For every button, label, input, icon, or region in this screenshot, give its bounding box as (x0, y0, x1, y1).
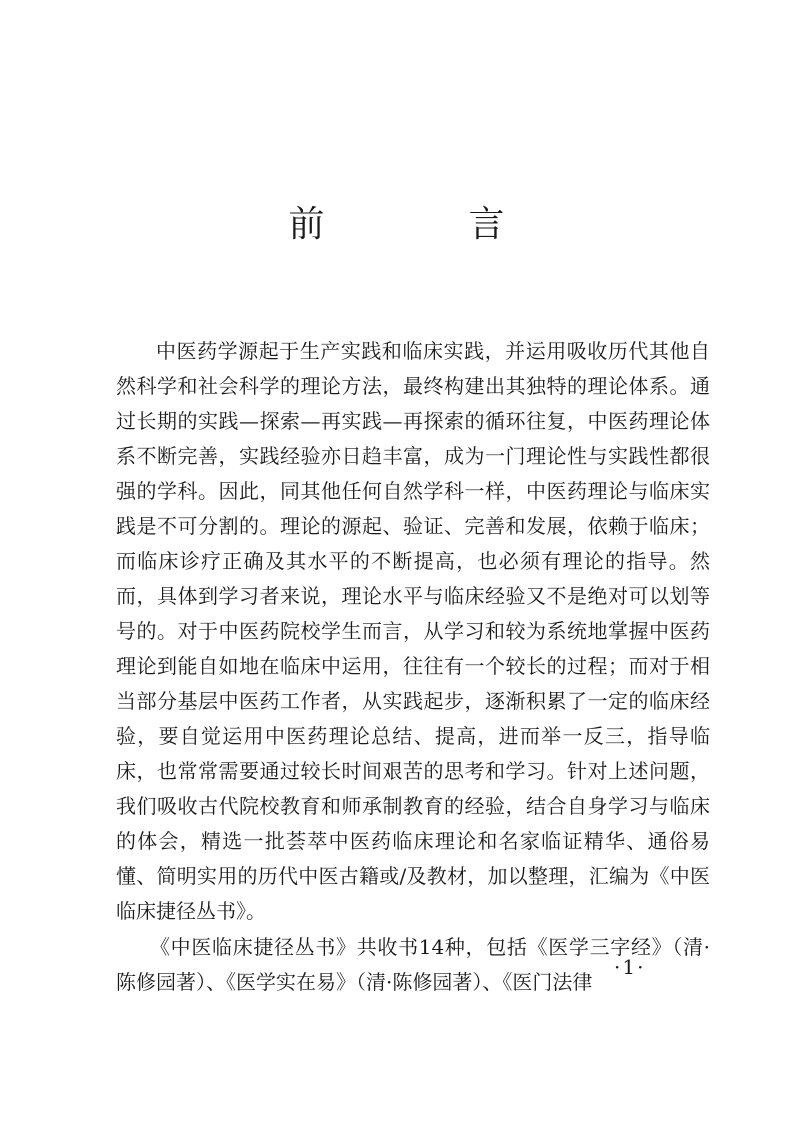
body-text (116, 334, 710, 1000)
page-number: ·1· (614, 955, 646, 979)
paragraph: 中医药学源起于生产实践和临床实践，并运用吸收历代其他自然科学和社会科学的理论方法，最终构建出其独特的理论体系。通过长期的实践—探索—再实践—再探索的循环往复，中医药理论体系不断完善，实践经验亦日趋丰富，成为一门理论性与实践性都很强的学科。因此，同其他任何自然学科一样，中医药理论与临床实践是不可分割的。理论的源起、验证、完善和发展，依赖于临床；而临床诊疗正确及其水平的不断提高，也必须有理论的指导。然而，具体到学习者来说，理论水平与临床经验又不是绝对可以划等号的。对于中医药院校学生而言，从学习和较为系统地掌握中医药理论到能自如地在临床中运用，往往有一个较长的过程；而对于相当部分基层中医药工作者，从实践起步，逐渐积累了一定的临床经验，要自觉运用中医药理论总结、提高，进而举一反三，指导临床，也常常需要通过较长时间艰苦的思考和学习。针对上述问题，我们吸收古代院校教育和师承制教育的经验，结合自身学习与临床的体会，精选一批荟萃中医药临床理论和名家临证精华、通俗易懂、简明实用的历代中医古籍或/及教材，加以整理，汇编为《中医临床捷径丛书》。 (116, 339, 710, 923)
page-title: 前 言 (288, 204, 559, 245)
paragraph: 《中医临床捷径丛书》共收书14种，包括《医学三字经》（清·陈修园著）、《医学实在易》（清·陈修园著）、《医门法律 (116, 935, 710, 994)
